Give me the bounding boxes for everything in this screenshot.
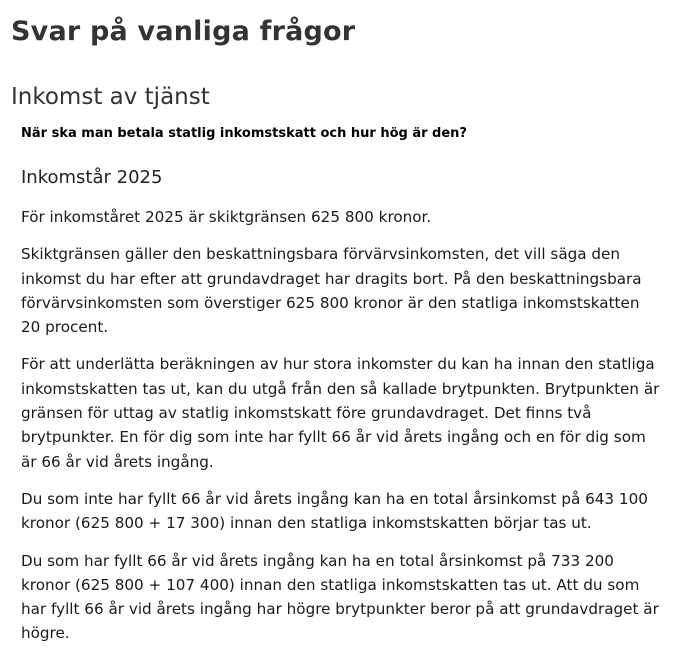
page-title: Svar på vanliga frågor bbox=[11, 16, 356, 47]
answer-paragraph: Skiktgränsen gäller den beskattningsbara förvärvsinkomsten, det vill säga den inkomst du har efter att grundavdraget har dragits bort. På den beskattningsbara förvärvsinkomsten som överstiger 625 800 kronor är den statliga inkomstskatten 20 procent. bbox=[21, 245, 642, 337]
answer-paragraph: Du som har fyllt 66 år vid årets ingång kan ha en total årsinkomst på 733 200 kronor (625 800 + 107 400) innan den statliga inkomstskatten tas ut. Att du som har fyllt 66 år vid årets ingång har högre brytpunkter beror på att grundavdraget är högre. bbox=[21, 551, 659, 643]
faq-question[interactable]: När ska man betala statlig inkomstskatt och hur hög är den? bbox=[21, 126, 467, 141]
answer-paragraph: För att underlätta beräkningen av hur stora inkomster du kan ha innan den statliga inkomstskatten tas ut, kan du utgå från den så kallade brytpunkten. Brytpunkten är gränsen för uttag av statlig inkomstskatt före grundavdraget. Det finns två brytpunkter. En för dig som inte har fyllt 66 år vid årets ingång och en för dig som är 66 år vid årets ingång. bbox=[21, 355, 660, 471]
income-year-heading: Inkomstår 2025 bbox=[21, 167, 163, 188]
section-title: Inkomst av tjänst bbox=[11, 84, 210, 110]
answer-paragraph: Du som inte har fyllt 66 år vid årets ingång kan ha en total årsinkomst på 643 100 kronor (625 800 + 17 300) innan den statliga inkomstskatten börjar tas ut. bbox=[21, 489, 648, 533]
faq-answer bbox=[21, 205, 661, 659]
answer-paragraph: För inkomståret 2025 är skiktgränsen 625 800 kronor. bbox=[21, 208, 432, 226]
